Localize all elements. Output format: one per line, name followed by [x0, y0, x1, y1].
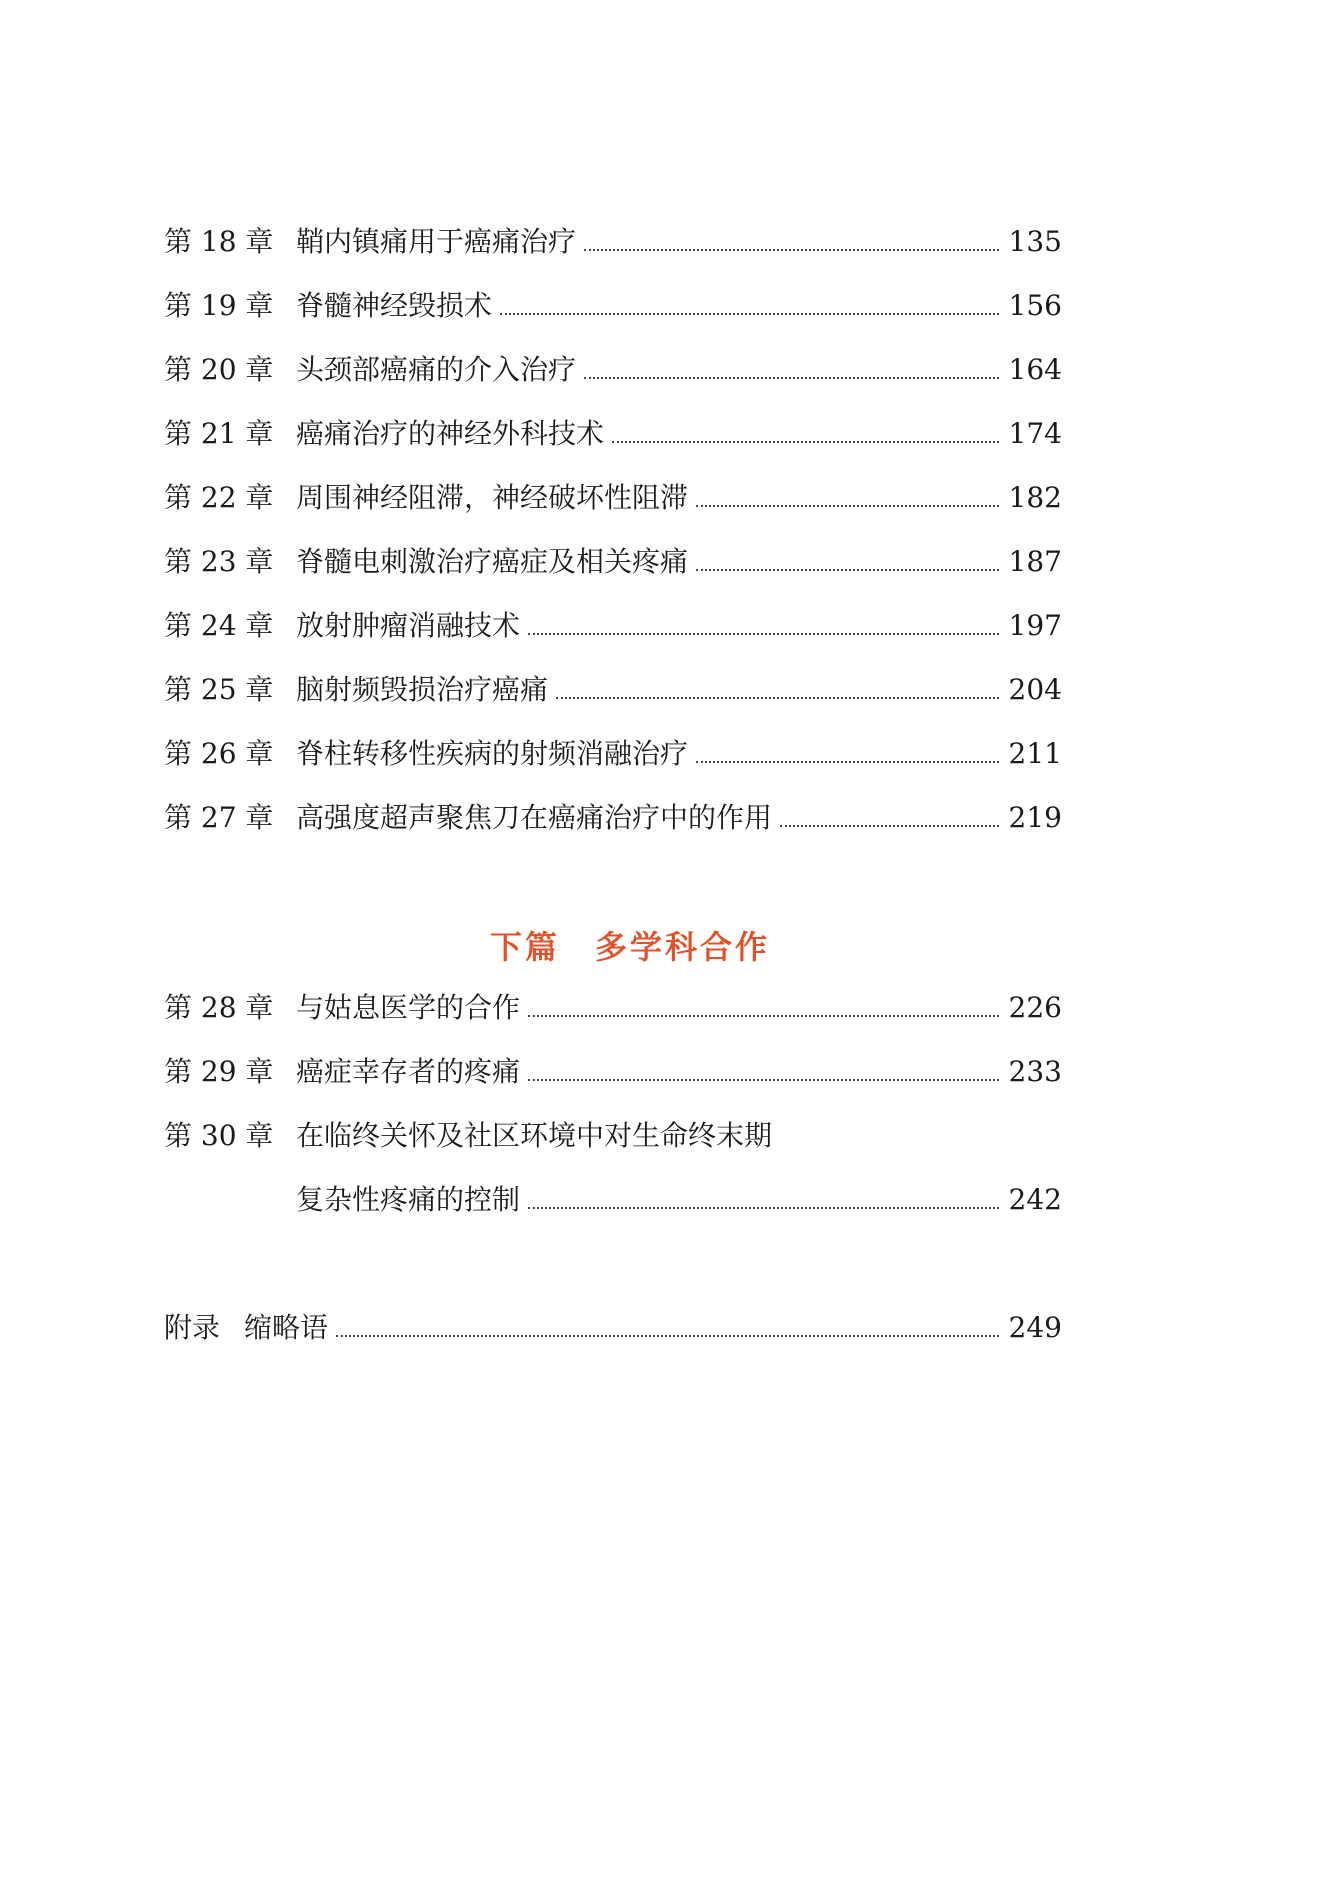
chapter-title: 脊髓神经毁损术: [296, 289, 493, 322]
page-number: 164: [1008, 353, 1062, 386]
dot-leader: [528, 1015, 999, 1017]
dot-leader: [696, 569, 999, 571]
chapter-number: 第 28 章: [164, 991, 274, 1024]
appendix-title: 缩略语: [244, 1311, 329, 1344]
page-number: 211: [1008, 737, 1062, 770]
dot-leader: [556, 697, 999, 699]
dot-leader: [500, 313, 999, 315]
chapter-title: 周围神经阻滞，神经破坏性阻滞: [296, 481, 689, 514]
dot-leader: [584, 249, 999, 251]
page-number: 197: [1008, 609, 1062, 642]
dot-leader: [780, 825, 999, 827]
chapter-number: 第 30 章: [164, 1119, 274, 1152]
dot-leader: [696, 505, 999, 507]
chapter-number: 第 21 章: [164, 417, 274, 450]
toc-entry[interactable]: [164, 1052, 1062, 1092]
section-heading: 下篇 多学科合作: [489, 928, 770, 966]
toc-entry[interactable]: [164, 222, 1062, 262]
chapter-title: 脑射频毁损治疗癌痛: [296, 673, 549, 706]
chapter-number: 第 18 章: [164, 225, 274, 258]
chapter-title: 在临终关怀及社区环境中对生命终末期: [296, 1119, 773, 1152]
chapter-title: 脊髓电刺激治疗癌症及相关疼痛: [296, 545, 689, 578]
chapter-title: 癌症幸存者的疼痛: [296, 1055, 521, 1088]
chapter-number: 第 24 章: [164, 609, 274, 642]
dot-leader: [612, 441, 999, 443]
chapter-number: 第 19 章: [164, 289, 274, 322]
page-number: 135: [1008, 225, 1062, 258]
toc-entry-appendix[interactable]: [164, 1308, 1062, 1348]
toc-entry[interactable]: [164, 1116, 1062, 1156]
page-number: 226: [1008, 991, 1062, 1024]
chapter-number: 第 26 章: [164, 737, 274, 770]
toc-entry[interactable]: [164, 414, 1062, 454]
chapter-number: 第 29 章: [164, 1055, 274, 1088]
chapter-title: 癌痛治疗的神经外科技术: [296, 417, 605, 450]
chapter-title-continued: 复杂性疼痛的控制: [296, 1183, 521, 1216]
dot-leader: [696, 761, 999, 763]
chapter-title: 放射肿瘤消融技术: [296, 609, 521, 642]
toc-entry[interactable]: [164, 542, 1062, 582]
dot-leader: [528, 633, 999, 635]
page-number: 249: [1008, 1311, 1062, 1344]
chapter-title: 鞘内镇痛用于癌痛治疗: [296, 225, 577, 258]
page-number: 204: [1008, 673, 1062, 706]
page-number: 233: [1008, 1055, 1062, 1088]
toc-entry[interactable]: [164, 606, 1062, 646]
toc-entry[interactable]: [164, 798, 1062, 838]
page-number: 174: [1008, 417, 1062, 450]
toc-entry[interactable]: [164, 286, 1062, 326]
chapter-title: 脊柱转移性疾病的射频消融治疗: [296, 737, 689, 770]
page-number: 219: [1008, 801, 1062, 834]
appendix-label: 附录: [164, 1311, 221, 1344]
dot-leader: [528, 1079, 999, 1081]
toc-entry[interactable]: [164, 478, 1062, 518]
toc-entry[interactable]: [164, 350, 1062, 390]
dot-leader: [528, 1207, 999, 1209]
dot-leader: [584, 377, 999, 379]
chapter-number: 第 27 章: [164, 801, 274, 834]
page-number: 187: [1008, 545, 1062, 578]
chapter-number: 第 23 章: [164, 545, 274, 578]
page-number: 182: [1008, 481, 1062, 514]
chapter-title: 头颈部癌痛的介入治疗: [296, 353, 577, 386]
chapter-number: 第 22 章: [164, 481, 274, 514]
toc-entry[interactable]: [164, 670, 1062, 710]
page-number: 242: [1008, 1183, 1062, 1216]
toc-entry[interactable]: [164, 734, 1062, 774]
dot-leader: [336, 1335, 999, 1337]
toc-entry-continuation[interactable]: [296, 1180, 1062, 1220]
chapter-number: 第 20 章: [164, 353, 274, 386]
chapter-number: 第 25 章: [164, 673, 274, 706]
chapter-title: 与姑息医学的合作: [296, 991, 521, 1024]
page-number: 156: [1008, 289, 1062, 322]
chapter-title: 高强度超声聚焦刀在癌痛治疗中的作用: [296, 801, 773, 834]
toc-entry[interactable]: [164, 988, 1062, 1028]
